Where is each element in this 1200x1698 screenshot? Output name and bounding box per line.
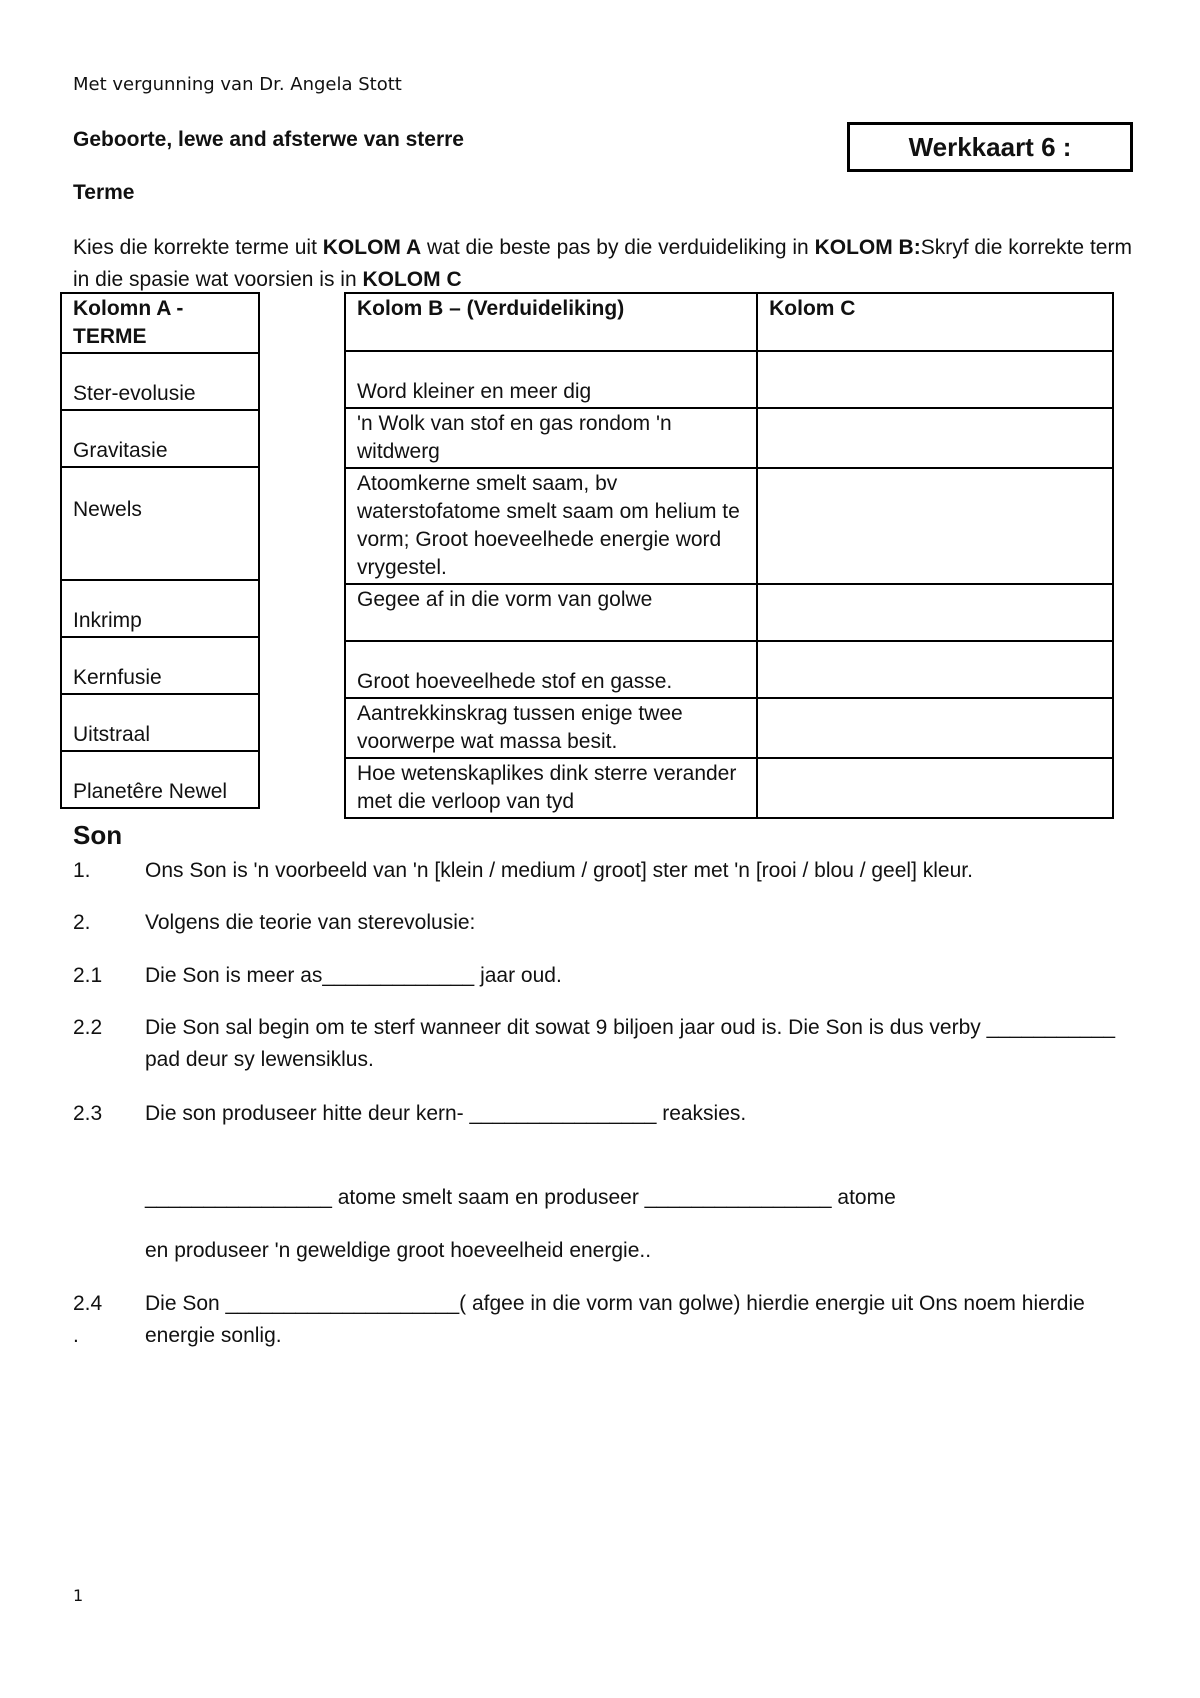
term-cell: Kernfusie [61, 637, 259, 694]
question-number: 2. [73, 911, 91, 934]
answer-cell[interactable] [757, 408, 1113, 468]
terms-heading: Terme [73, 181, 135, 204]
answer-cell[interactable] [757, 641, 1113, 698]
answer-cell[interactable] [757, 468, 1113, 584]
explanation-cell: Word kleiner en meer dig [345, 351, 757, 408]
explanation-cell: Hoe wetenskaplikes dink sterre verander met die verloop van tyd [345, 758, 757, 818]
answer-cell[interactable] [757, 698, 1113, 758]
question-text: Die Son sal begin om te sterf wanneer dit sowat 9 biljoen jaar oud is. Die Son is dus verby ___________ pad deur sy lewensiklus. [145, 1016, 1116, 1071]
question-number: 2.4 . [73, 1292, 103, 1347]
question-number: 1. [73, 859, 91, 882]
term-cell: Gravitasie [61, 410, 259, 467]
terms-table [60, 292, 260, 809]
explanation-cell: 'n Wolk van stof en gas rondom 'n witdwerg [345, 408, 757, 468]
explanation-table [344, 292, 1114, 819]
son-heading: Son [73, 820, 123, 850]
explanation-cell: Groot hoeveelhede stof en gasse. [345, 641, 757, 698]
question-text: en produseer 'n geweldige groot hoeveelheid energie.. [145, 1239, 652, 1262]
question-number: 2.1 [73, 964, 103, 987]
answer-cell[interactable] [757, 351, 1113, 408]
term-cell: Inkrimp [61, 580, 259, 637]
column-c-header: Kolom C [757, 293, 1113, 351]
question-text: Ons Son is 'n voorbeeld van 'n [klein / medium / groot] ster met 'n [rooi / blou / geel] kleur. [145, 859, 973, 882]
worksheet-label: Werkkaart 6 : [847, 122, 1133, 172]
explanation-cell: Atoomkerne smelt saam, bv waterstofatome smelt saam om helium te vorm; Groot hoeveelhede energie word vrygestel. [345, 468, 757, 584]
column-a-header: Kolomn A - TERME [61, 293, 259, 353]
term-cell: Ster-evolusie [61, 353, 259, 410]
question-number: 2.2 [73, 1016, 103, 1039]
question-text: Die Son is meer as_____________ jaar oud. [145, 964, 562, 987]
term-cell: Uitstraal [61, 694, 259, 751]
page-title: Geboorte, lewe and afsterwe van sterre [73, 128, 464, 151]
answer-cell[interactable] [757, 758, 1113, 818]
page-number: 1 [73, 1586, 84, 1605]
instructions: Kies die korrekte terme uit KOLOM A wat die beste pas by die verduideliking in KOLOM B:Skryf die korrekte term in die spasie wat voorsien is in KOLOM C [73, 236, 1132, 291]
explanation-cell: Aantrekkinskrag tussen enige twee voorwerpe wat massa besit. [345, 698, 757, 758]
column-b-header: Kolom B – (Verduideliking) [345, 293, 757, 351]
question-text: Die Son ____________________( afgee in die vorm van golwe) hierdie energie uit Ons noem hierdie energie sonlig. [145, 1292, 1085, 1347]
permission-note: Met vergunning van Dr. Angela Stott [73, 74, 402, 95]
term-cell: Newels [61, 467, 259, 580]
question-text: Volgens die teorie van sterevolusie: [145, 911, 476, 934]
answer-cell[interactable] [757, 584, 1113, 641]
term-cell: Planetêre Newel [61, 751, 259, 808]
question-text: Die son produseer hitte deur kern- ________________ reaksies. [145, 1102, 747, 1125]
explanation-cell: Gegee af in die vorm van golwe [345, 584, 757, 641]
question-number: 2.3 [73, 1102, 103, 1125]
question-text: ________________ atome smelt saam en produseer ________________ atome [145, 1186, 896, 1209]
